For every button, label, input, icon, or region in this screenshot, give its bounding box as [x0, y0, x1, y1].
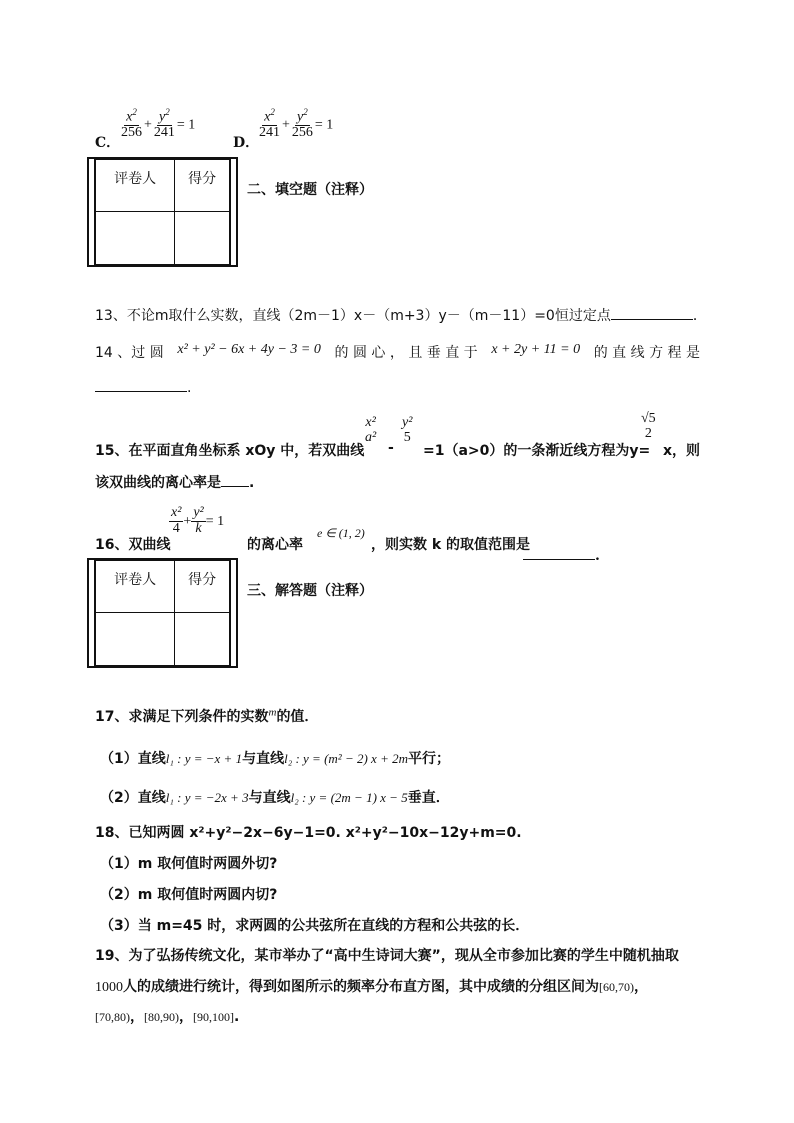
- question-15-prefix: 15、在平面直角坐标系 xOy 中，若双曲线: [95, 443, 365, 459]
- score-table-1: [87, 157, 238, 267]
- grader-cell: [96, 613, 175, 666]
- score-header: 得分: [175, 561, 230, 613]
- frac-y2-k: $\frac{\text{y²}}{k}$: [193, 505, 204, 536]
- score-header: 得分: [175, 160, 230, 212]
- grader-cell: [96, 212, 175, 265]
- line-l1-eq: l₁ : y = −2x + 3: [165, 790, 249, 805]
- question-17: 17、求满足下列条件的实数$^m$的值．: [95, 706, 319, 725]
- frac-x2-a2: x² a²: [365, 415, 377, 445]
- frac-x-241: $\frac{x^2}{241}$: [259, 107, 280, 141]
- option-c-equation: $\frac{x^2}{256}$ + $\frac{y^2}{241}$ = 1: [121, 107, 196, 141]
- answer-blank-15: [221, 486, 249, 487]
- question-13: 13、不论m取什么实数，直线（2m－1）x－（m+3）y－（m－11）=0恒过定点 ．: [95, 308, 707, 324]
- line-l2-eq: l₂ : y = (2m − 1) x − 5: [290, 790, 408, 805]
- question-19-line1: 19、为了弘扬传统文化，某市举办了“高中生诗词大赛”，现从全市参加比赛的学生中随机抽取: [95, 948, 679, 964]
- frac-sqrt5-2: √5 2: [641, 411, 656, 441]
- question-15-suffix: x，则: [663, 443, 701, 459]
- option-d-equation: $\frac{x^2}{241}$ + $\frac{y^2}{256}$ = 1: [259, 107, 334, 141]
- interval-60-70: [60,70): [599, 980, 634, 994]
- question-18: 18、已知两圆 x²+y²−2x−6y−1=0. x²+y²−10x−12y+m=0.: [95, 825, 522, 841]
- question-19-line3: [70,80)，[80,90)，[90,100].: [95, 1009, 240, 1025]
- q16-equation: $\frac{\text{x²}}{4}$ + $\frac{\text{y²}}{k}$ = 1: [171, 505, 225, 536]
- question-17-part-2: （2）直线l₁ : y = −2x + 3与直线l₂ : y = (2m − 1) x − 5垂直．: [100, 790, 450, 806]
- interval-80-90: [80,90): [144, 1010, 179, 1024]
- frac-y-241: $\frac{y^2}{241}$: [153, 107, 175, 141]
- frac-x2-4: $\frac{\text{x²}}{4}$: [171, 505, 182, 536]
- circle-equation: x² + y² − 6x + 4y − 3 = 0: [177, 342, 321, 357]
- question-14: [95, 342, 700, 362]
- score-cell: [175, 212, 230, 265]
- option-c-label: C．: [95, 135, 121, 151]
- question-18-part-2: （2）m 取何值时两圆内切?: [100, 887, 278, 903]
- sample-count: 1000: [95, 980, 123, 995]
- question-15-line2: 该双曲线的离心率是 .: [95, 475, 255, 491]
- question-15-mid: =1（a>0）的一条渐近线方程为y=: [423, 443, 651, 459]
- question-14-suffix: 的 直 线 方 程 是: [593, 345, 700, 361]
- eccentricity-range: e ∈ (1, 2): [317, 526, 365, 540]
- question-18-part-1: （1）m 取何值时两圆外切?: [100, 856, 278, 872]
- question-14-mid: 的 圆 心 ， 且 垂 直 于: [334, 345, 478, 361]
- line-l1-eq: l₁ : y = −x + 1: [165, 751, 243, 766]
- interval-70-80: [70,80): [95, 1010, 130, 1024]
- frac-y2-5: y² 5: [402, 415, 413, 445]
- score-cell: [175, 613, 230, 666]
- question-14-prefix: 14 、过 圆: [95, 345, 164, 361]
- answer-blank-13: [611, 319, 693, 320]
- question-19-line2: 1000人的成绩进行统计，得到如图所示的频率分布直方图，其中成绩的分组区间为[60,70)，: [95, 979, 648, 995]
- question-17-part-1: （1）直线l₁ : y = −x + 1与直线l₂ : y = (m² − 2) x + 2m平行；: [100, 751, 450, 767]
- question-13-text: 13、不论m取什么实数，直线（2m－1）x－（m+3）y－（m－11）=0恒过定点: [95, 308, 611, 324]
- score-table-2: [87, 558, 238, 668]
- answer-blank-14: [95, 391, 187, 392]
- grader-header: 评卷人: [96, 160, 175, 212]
- interval-90-100: [90,100]: [193, 1010, 234, 1024]
- line-equation: x + 2y + 11 = 0: [491, 342, 581, 357]
- section-3-title: 三、解答题（注释）: [247, 583, 373, 599]
- frac-x-256: $\frac{x^2}{256}$: [121, 107, 142, 141]
- grader-header: 评卷人: [96, 561, 175, 613]
- line-l2-eq: l₂ : y = (m² − 2) x + 2m: [284, 751, 408, 766]
- question-18-part-3: （3）当 m=45 时，求两圆的公共弦所在直线的方程和公共弦的长．: [100, 918, 530, 934]
- frac-y-256: $\frac{y^2}{256}$: [291, 107, 313, 141]
- answer-blank-16: .: [523, 548, 600, 564]
- section-2-title: 二、填空题（注释）: [247, 182, 373, 198]
- question-14-answer: .: [95, 380, 191, 396]
- option-d-label: D．: [233, 135, 260, 151]
- variable-m: m: [268, 706, 277, 719]
